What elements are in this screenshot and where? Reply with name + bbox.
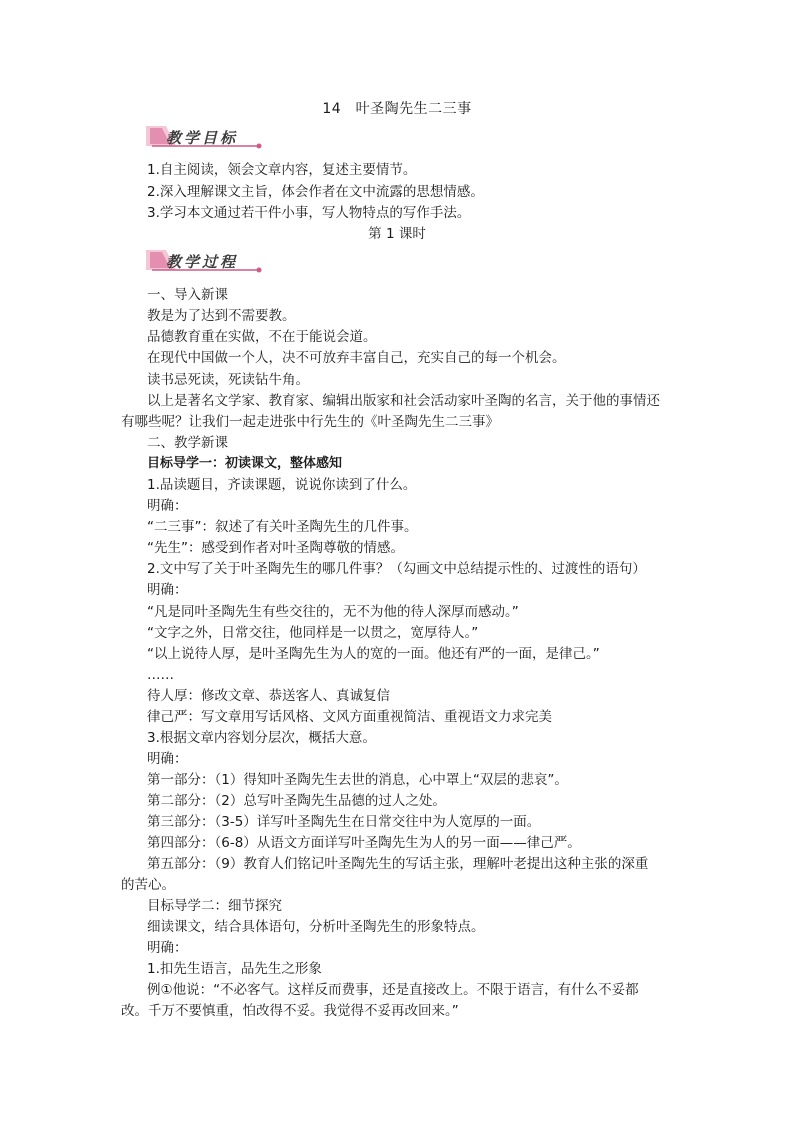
paragraph: 第四部分：（6-8）从语文方面详写叶圣陶先生为人的另一面——律己严。 [147, 835, 581, 851]
paragraph: 3.根据文章内容划分层次，概括大意。 [147, 730, 376, 746]
paragraph: 第三部分：（3-5）详写叶圣陶先生在日常交往中为人宽厚的一面。 [147, 814, 541, 830]
section-badge-process [146, 248, 264, 274]
document-title: 14 叶圣陶先生二三事 [322, 101, 472, 117]
paragraph: 的苦心。 [121, 877, 175, 893]
section-badge-goals-label: 教学目标 [166, 129, 239, 147]
paragraph: 明确： [147, 498, 188, 514]
paragraph: 读书忌死读，死读钻牛角。 [147, 372, 309, 388]
paragraph: “二三事”：叙述了有关叶圣陶先生的几件事。 [147, 519, 418, 535]
paragraph: 明确： [147, 751, 188, 767]
paragraph: 第一部分：（1）得知叶圣陶先生去世的消息，心中罩上“双层的悲哀”。 [147, 772, 568, 788]
goal-item: 1.自主阅读，领会文章内容，复述主要情节。 [147, 162, 417, 178]
lesson-label: 第 1 课时 [368, 226, 426, 242]
paragraph: 明确： [147, 582, 188, 598]
paragraph: 第五部分：（9）教育人们铭记叶圣陶先生的写话主张，理解叶老提出这种主张的深重 [147, 856, 649, 872]
ellipsis: …… [147, 667, 174, 683]
paragraph: 2.文中写了关于叶圣陶先生的哪几件事？（勾画文中总结提示性的、过渡性的语句） [147, 561, 646, 577]
paragraph: 第二部分：（2）总写叶圣陶先生品德的过人之处。 [147, 793, 446, 809]
paragraph: “先生”：感受到作者对叶圣陶尊敬的情感。 [147, 540, 404, 556]
heading: 一、导入新课 [147, 287, 228, 303]
paragraph: 细读课文，结合具体语句，分析叶圣陶先生的形象特点。 [147, 919, 485, 935]
section-badge-process-label: 教学过程 [166, 253, 239, 271]
paragraph: 在现代中国做一个人，决不可放弃丰富自己，充实自己的每一个机会。 [147, 350, 566, 366]
paragraph: 品德教育重在实做，不在于能说会道。 [147, 329, 377, 345]
paragraph: 改。千万不要慎重，怕改得不妥。我觉得不妥再改回来。” [121, 1003, 459, 1019]
paragraph: 律己严：写文章用写话风格、文风方面重视简洁、重视语文力求完美 [147, 709, 552, 725]
paragraph: 教是为了达到不需要教。 [147, 308, 296, 324]
paragraph: 有哪些呢？让我们一起走进张中行先生的《叶圣陶先生二三事》 [121, 414, 499, 430]
paragraph: 以上是著名文学家、教育家、编辑出版家和社会活动家叶圣陶的名言，关于他的事情还 [147, 393, 660, 409]
heading: 二、教学新课 [147, 435, 228, 451]
paragraph: 待人厚：修改文章、恭送客人、真诚复信 [147, 688, 390, 704]
paragraph: 明确： [147, 940, 188, 956]
quote: “以上说待人厚，是叶圣陶先生为人的宽的一面。他还有严的一面，是律己。” [147, 646, 600, 662]
paragraph: 1.扣先生语言，品先生之形象 [147, 961, 322, 977]
section-badge-goals [146, 124, 264, 150]
goal-item: 2.深入理解课文主旨，体会作者在文中流露的思想情感。 [147, 184, 484, 200]
subheading: 目标导学一：初读课文，整体感知 [147, 456, 343, 471]
quote: “文字之外，日常交往，他同样是一以贯之，宽厚待人。” [147, 625, 479, 641]
goal-item: 3.学习本文通过若干件小事，写人物特点的写作手法。 [147, 205, 471, 221]
quote: “凡是同叶圣陶先生有些交往的，无不为他的待人深厚而感动。” [147, 604, 519, 620]
paragraph: 例①他说：“不必客气。这样反而费事，还是直接改上。不限于语言，有什么不妥都 [147, 982, 639, 998]
paragraph: 1.品读题目，齐读课题，说说你读到了什么。 [147, 477, 417, 493]
subheading: 目标导学二：细节探究 [147, 898, 282, 914]
